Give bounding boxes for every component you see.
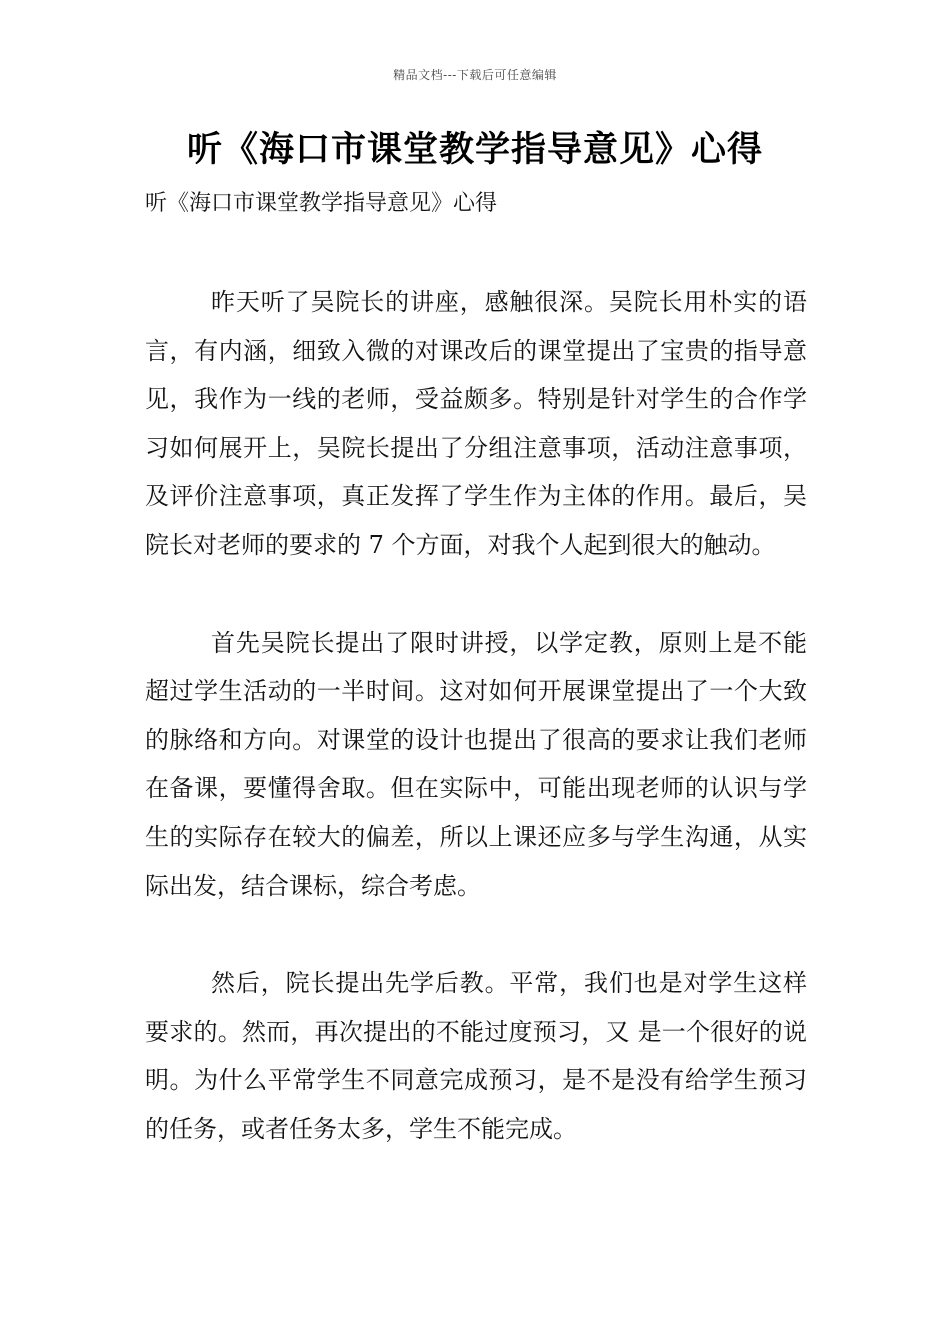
- body-paragraph: 然后，院长提出先学后教。平常，我们也是对学生这样要求的。然而，再次提出的不能过度预习，又 是一个很好的说明。为什么平常学生不同意完成预习，是不是没有给学生预习的任务，或者任务太多，学生不能完成。: [145, 969, 807, 1143]
- body-paragraph: 首先吴院长提出了限时讲授，以学定教，原则上是不能超过学生活动的一半时间。这对如何开展课堂提出了一个大致的脉络和方向。对课堂的设计也提出了很高的要求让我们老师在备课，要懂得舍取。但在实际中，可能出现老师的认识与学生的实际存在较大的偏差，所以上课还应多与学生沟通，从实际出发，结合课标，综合考虑。: [145, 628, 807, 900]
- body-paragraph: 昨天听了吴院长的讲座，感触很深。吴院长用朴实的语言，有内涵，细致入微的对课改后的课堂提出了宝贵的指导意见，我作为一线的老师，受益颇多。特别是针对学生的合作学习如何展开上，吴院长提出了分组注意事项，活动注意事项，及评价注意事项，真正发挥了学生作为主体的作用。最后，吴院长对老师的要求的 7 个方面，对我个人起到很大的触动。: [145, 288, 807, 559]
- header-note: 精品文档---下载后可任意编辑: [393, 68, 557, 82]
- document-body: [145, 278, 807, 1203]
- document-title: 听《海口市课堂教学指导意见》心得: [186, 130, 763, 170]
- document-subtitle: 听《海口市课堂教学指导意见》心得: [145, 191, 498, 216]
